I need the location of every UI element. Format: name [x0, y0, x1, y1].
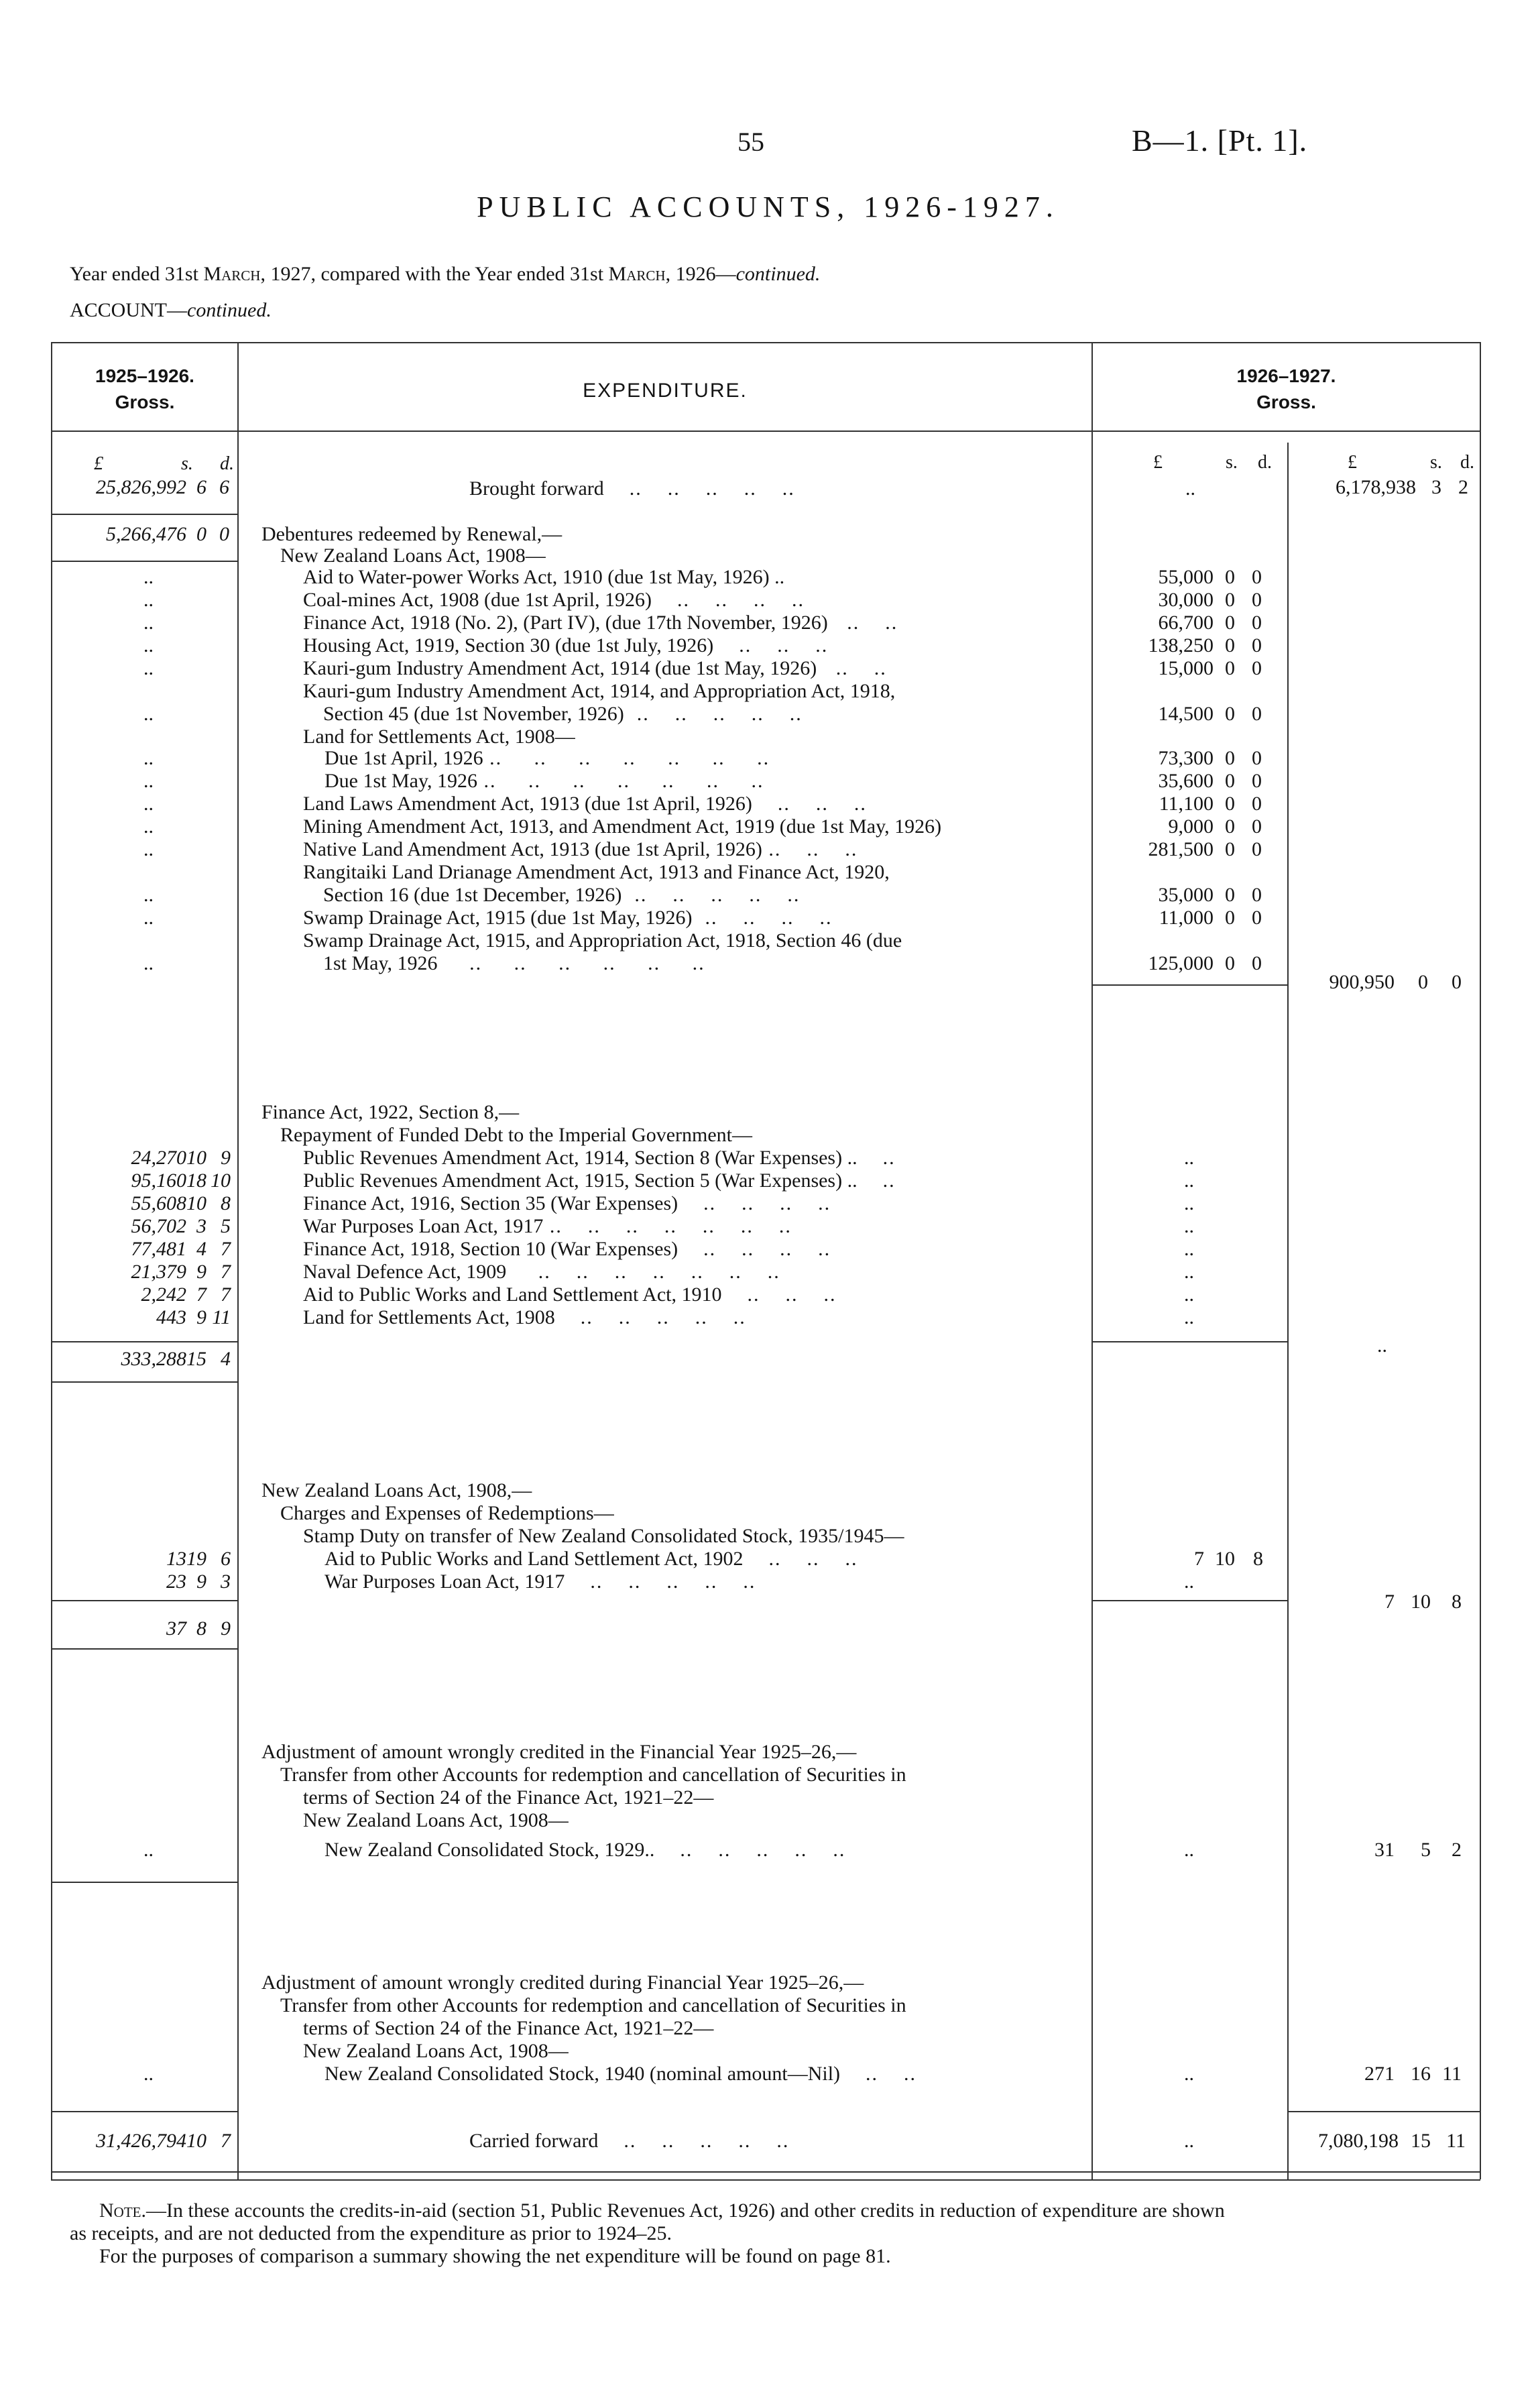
- section4-gross-d: 2: [1452, 1839, 1462, 1861]
- section3-prev-total-s: 8: [196, 1617, 206, 1640]
- list-item-prev: ..: [143, 952, 154, 974]
- list-item-pounds: 35,600: [1158, 770, 1214, 792]
- list-item-pounds: 30,000: [1158, 589, 1214, 611]
- list-item-cur-s: 10: [1215, 1548, 1235, 1570]
- list-item-text: War Purposes Loan Act, 1917 .. .. .. .. ..: [324, 1570, 756, 1593]
- brought-forward-prev-s: 6: [196, 476, 206, 498]
- column-divider-gross: [1287, 443, 1289, 2179]
- footnote-line-2: as receipts, and are not deducted from the expenditure as prior to 1924–25.: [70, 2222, 672, 2244]
- list-item-text: Native Land Amendment Act, 1913 (due 1st April, 1926) .. .. ..: [303, 838, 858, 860]
- section4-line3: terms of Section 24 of the Finance Act, 1921–22—: [303, 1786, 714, 1809]
- section2-prev-total-s: 15: [186, 1348, 206, 1370]
- list-item-s: 0: [1225, 703, 1235, 725]
- brought-forward-prev-pounds: 25,826,992: [96, 476, 186, 498]
- list-item-d: 0: [1252, 612, 1262, 634]
- detail-pence-label: d.: [1258, 452, 1272, 473]
- list-item-prev-s: 18: [186, 1169, 206, 1192]
- carried-forward-prev-s: 10: [186, 2130, 206, 2152]
- list-item-text: Finance Act, 1916, Section 35 (War Expenses) .. .. .. ..: [303, 1192, 831, 1214]
- section2-sub: Repayment of Funded Debt to the Imperial Government—: [280, 1124, 752, 1146]
- list-item-text: Housing Act, 1919, Section 30 (due 1st July, 1926) .. .. ..: [303, 634, 829, 656]
- table-top-rule: [51, 342, 1480, 343]
- list-item-pounds: 11,000: [1159, 907, 1214, 929]
- list-item-text: Land for Settlements Act, 1908 .. .. .. .. ..: [303, 1306, 746, 1328]
- carried-forward-prev-pounds: 31,426,794: [96, 2130, 186, 2152]
- list-item-prev-pounds: 2,242: [141, 1283, 186, 1306]
- detail-col-rule: [1093, 1341, 1287, 1342]
- brought-forward-gross-s: 3: [1431, 476, 1441, 498]
- section1-land-settlements: Land for Settlements Act, 1908—: [303, 726, 575, 748]
- list-item-d: 0: [1252, 838, 1262, 860]
- list-item-prev: ..: [143, 747, 154, 769]
- list-item-cur-pounds: 7: [1194, 1548, 1204, 1570]
- list-item-prev-d: 3: [221, 1570, 231, 1593]
- section1-gross-total: 900,950: [1329, 971, 1395, 993]
- list-item-cur: ..: [1184, 1306, 1194, 1328]
- list-item-prev-s: 7: [196, 1283, 206, 1306]
- page-title: PUBLIC ACCOUNTS, 1926-1927.: [477, 190, 1059, 223]
- list-item-prev-s: 3: [196, 1215, 206, 1237]
- header-prev-gross: Gross.: [115, 392, 175, 412]
- list-item-prev-d: 9: [221, 1147, 231, 1169]
- carried-forward-label: Carried forward .. .. .. .. ..: [469, 2130, 790, 2152]
- gross-pound-label: £: [1348, 452, 1357, 473]
- list-item-d: 0: [1252, 952, 1262, 974]
- prev-pence-label: d.: [220, 453, 234, 474]
- list-item-text: Land Laws Amendment Act, 1913 (due 1st April, 1926) .. .. ..: [303, 793, 867, 815]
- section4-line2: Transfer from other Accounts for redemption and cancellation of Securities in: [280, 1764, 906, 1786]
- prev-col-rule: [51, 1648, 237, 1650]
- list-item-prev-d: 5: [221, 1215, 231, 1237]
- list-item-pounds: 9,000: [1168, 815, 1214, 838]
- header-cur-gross: Gross.: [1256, 392, 1316, 412]
- section5-cur: ..: [1184, 2063, 1194, 2085]
- list-item-d: 0: [1252, 634, 1262, 656]
- list-item-text: Rangitaiki Land Drianage Amendment Act, 1913 and Finance Act, 1920,: [303, 861, 890, 883]
- list-item-text: Public Revenues Amendment Act, 1915, Section 5 (War Expenses) .. ..: [303, 1169, 896, 1192]
- footnote-line-3: For the purposes of comparison a summary showing the net expenditure will be found on page 81.: [99, 2245, 891, 2267]
- list-item-cur: ..: [1184, 1238, 1194, 1260]
- list-item-pounds: 14,500: [1158, 703, 1214, 725]
- list-item-prev: ..: [143, 838, 154, 860]
- section4-line5: New Zealand Consolidated Stock, 1929.. .. .. .. .. ..: [324, 1839, 846, 1861]
- document-reference: B—1. [Pt. 1].: [1132, 123, 1308, 158]
- table-right-border: [1480, 342, 1481, 2179]
- list-item-text: Public Revenues Amendment Act, 1914, Section 8 (War Expenses) .. ..: [303, 1147, 896, 1169]
- prev-shilling-label: s.: [181, 453, 193, 474]
- list-item-d: 0: [1252, 703, 1262, 725]
- list-item-prev-s: 9: [196, 1570, 206, 1593]
- section4-heading: Adjustment of amount wrongly credited in the Financial Year 1925–26,—: [261, 1741, 857, 1763]
- list-item-prev-d: 7: [221, 1238, 231, 1260]
- list-item-prev-pounds: 77,481: [131, 1238, 186, 1260]
- list-item-text: Naval Defence Act, 1909 .. .. .. .. .. .. ..: [303, 1261, 780, 1283]
- list-item-prev-pounds: 55,608: [131, 1192, 186, 1214]
- list-item-s: 0: [1225, 566, 1235, 588]
- section5-heading: Adjustment of amount wrongly credited during Financial Year 1925–26,—: [261, 1971, 864, 1994]
- column-divider-detail: [1091, 342, 1093, 2179]
- list-item-text: Kauri-gum Industry Amendment Act, 1914 (due 1st May, 1926) .. ..: [303, 657, 887, 679]
- section3-gross-total-d: 8: [1452, 1591, 1462, 1613]
- list-item-cur: ..: [1184, 1283, 1194, 1306]
- carried-forward-detail: ..: [1184, 2130, 1194, 2152]
- list-item-s: 0: [1225, 838, 1235, 860]
- list-item-pounds: 125,000: [1148, 952, 1214, 974]
- section4-gross-s: 5: [1421, 1839, 1431, 1861]
- prev-col-rule: [51, 561, 237, 562]
- prev-col-rule: [51, 514, 237, 515]
- detail-col-rule: [1093, 1600, 1287, 1601]
- detail-col-rule: [1093, 984, 1287, 986]
- footnote-line-1: Note.—In these accounts the credits-in-aid (section 51, Public Revenues Act, 1926) and other credits in reduction of expenditure are shown: [99, 2199, 1225, 2222]
- list-item-prev: ..: [143, 884, 154, 906]
- list-item-s: 0: [1225, 815, 1235, 838]
- list-item-pounds: 15,000: [1158, 657, 1214, 679]
- list-item-prev: ..: [143, 589, 154, 611]
- list-item-cur: ..: [1184, 1169, 1194, 1192]
- section1-prev-total-s: 0: [196, 523, 206, 545]
- list-item-prev: ..: [143, 907, 154, 929]
- list-item-text: Aid to Water-power Works Act, 1910 (due 1st May, 1926) ..: [303, 566, 785, 588]
- list-item-cur: ..: [1184, 1570, 1194, 1593]
- list-item-prev-d: 8: [221, 1192, 231, 1214]
- list-item-d: 0: [1252, 815, 1262, 838]
- list-item-prev-pounds: 21,379: [131, 1261, 186, 1283]
- detail-shilling-label: s.: [1226, 452, 1238, 473]
- carried-forward-prev-d: 7: [221, 2130, 231, 2152]
- list-item-prev: ..: [143, 815, 154, 838]
- carried-forward-gross-pounds: 7,080,198: [1318, 2130, 1399, 2152]
- section3-heading: New Zealand Loans Act, 1908,—: [261, 1479, 532, 1501]
- list-item-cur-d: 8: [1253, 1548, 1263, 1570]
- list-item-d: 0: [1252, 589, 1262, 611]
- list-item-prev-d: 7: [221, 1261, 231, 1283]
- list-item-text: Due 1st April, 1926 .. .. .. .. .. .. ..: [324, 747, 770, 769]
- list-item-prev-pounds: 24,270: [131, 1147, 186, 1169]
- section1-prev-total-d: 0: [219, 523, 229, 545]
- section1-sub: New Zealand Loans Act, 1908—: [280, 544, 546, 567]
- list-item-text: Section 45 (due 1st November, 1926) .. .. .. .. ..: [323, 703, 803, 725]
- list-item-s: 0: [1225, 747, 1235, 769]
- list-item-s: 0: [1225, 612, 1235, 634]
- list-item-prev: ..: [143, 566, 154, 588]
- section3-gross-total-s: 10: [1411, 1591, 1431, 1613]
- prev-col-rule: [51, 1600, 237, 1601]
- section2-prev-total-pounds: 333,288: [121, 1348, 186, 1370]
- list-item-prev-pounds: 23: [166, 1570, 186, 1593]
- list-item-prev: ..: [143, 634, 154, 656]
- gross-shilling-label: s.: [1430, 452, 1442, 473]
- list-item-s: 0: [1225, 657, 1235, 679]
- brought-forward-label: Brought forward .. .. .. .. ..: [469, 477, 795, 500]
- list-item-text: Section 16 (due 1st December, 1926) .. .. .. .. ..: [323, 884, 801, 906]
- list-item-text: Finance Act, 1918 (No. 2), (Part IV), (due 17th November, 1926) .. ..: [303, 612, 898, 634]
- list-item-prev: ..: [143, 793, 154, 815]
- list-item-d: 0: [1252, 657, 1262, 679]
- section5-line5: New Zealand Consolidated Stock, 1940 (nominal amount—Nil) .. ..: [324, 2063, 917, 2085]
- brought-forward-detail: ..: [1185, 477, 1195, 500]
- prev-col-rule: [51, 1341, 237, 1342]
- header-cur-years: 1926–1927.: [1236, 365, 1336, 386]
- list-item-d: 0: [1252, 884, 1262, 906]
- detail-pound-label: £: [1153, 452, 1163, 473]
- section4-cur: ..: [1184, 1839, 1194, 1861]
- section5-line2: Transfer from other Accounts for redemption and cancellation of Securities in: [280, 1994, 906, 2016]
- list-item-prev-d: 6: [221, 1548, 231, 1570]
- section3-sub: Charges and Expenses of Redemptions—: [280, 1502, 614, 1524]
- header-expenditure: EXPENDITURE.: [583, 380, 748, 402]
- section4-line4: New Zealand Loans Act, 1908—: [303, 1809, 569, 1831]
- section1-gross-total-d: 0: [1452, 971, 1462, 993]
- section2-gross-total: ..: [1377, 1334, 1387, 1357]
- section1-prev-total-pounds: 5,266,476: [106, 523, 186, 545]
- list-item-prev-d: 11: [212, 1306, 231, 1328]
- list-item-text: Coal-mines Act, 1908 (due 1st April, 1926) .. .. .. ..: [303, 589, 805, 611]
- list-item-s: 0: [1225, 793, 1235, 815]
- list-item-prev-pounds: 56,702: [131, 1215, 186, 1237]
- section5-gross-pounds: 271: [1364, 2063, 1395, 2085]
- section3-sub2: Stamp Duty on transfer of New Zealand Consolidated Stock, 1935/1945—: [303, 1525, 904, 1547]
- list-item-pounds: 35,000: [1158, 884, 1214, 906]
- carried-forward-gross-s: 15: [1411, 2130, 1431, 2152]
- list-item-prev-pounds: 443: [156, 1306, 186, 1328]
- section2-heading: Finance Act, 1922, Section 8,—: [261, 1101, 520, 1123]
- list-item-text: Aid to Public Works and Land Settlement Act, 1910 .. .. ..: [303, 1283, 837, 1306]
- list-item-pounds: 11,100: [1159, 793, 1214, 815]
- prev-col-rule: [51, 1882, 237, 1883]
- list-item-prev-pounds: 95,160: [131, 1169, 186, 1192]
- list-item-text: Finance Act, 1918, Section 10 (War Expenses) .. .. .. ..: [303, 1238, 831, 1260]
- list-item-d: 0: [1252, 770, 1262, 792]
- list-item-prev-d: 10: [211, 1169, 231, 1192]
- section5-gross-s: 16: [1411, 2063, 1431, 2085]
- list-item-d: 0: [1252, 747, 1262, 769]
- list-item-cur: ..: [1184, 1215, 1194, 1237]
- list-item-prev-s: 4: [196, 1238, 206, 1260]
- list-item-prev-s: 9: [196, 1306, 206, 1328]
- list-item-s: 0: [1225, 634, 1235, 656]
- header-prev-years: 1925–1926.: [95, 365, 194, 386]
- list-item-text: Kauri-gum Industry Amendment Act, 1914, and Appropriation Act, 1918,: [303, 680, 896, 702]
- list-item-prev-s: 9: [196, 1261, 206, 1283]
- section1-gross-total-s: 0: [1418, 971, 1428, 993]
- list-item-text: Mining Amendment Act, 1913, and Amendment Act, 1919 (due 1st May, 1926): [303, 815, 942, 838]
- section5-line4: New Zealand Loans Act, 1908—: [303, 2040, 569, 2062]
- brought-forward-gross-pounds: 6,178,938: [1336, 476, 1416, 498]
- prev-pound-label: £: [94, 453, 103, 474]
- list-item-text: Swamp Drainage Act, 1915 (due 1st May, 1926) .. .. .. ..: [303, 907, 833, 929]
- list-item-cur: ..: [1184, 1147, 1194, 1169]
- section4-gross-pounds: 31: [1374, 1839, 1395, 1861]
- column-divider-prev: [237, 342, 239, 2179]
- table-bottom-rule: [51, 2179, 1480, 2181]
- section5-prev: ..: [143, 2063, 154, 2085]
- section2-prev-total-d: 4: [221, 1348, 231, 1370]
- gross-pence-label: d.: [1460, 452, 1474, 473]
- section3-prev-total-d: 9: [221, 1617, 231, 1640]
- table-left-border: [51, 342, 52, 2179]
- gross-col-rule: [1287, 2111, 1480, 2112]
- list-item-d: 0: [1252, 793, 1262, 815]
- page-subtitle: Year ended 31st March, 1927, compared with the Year ended 31st March, 1926—continued.: [70, 263, 821, 285]
- list-item-cur: ..: [1184, 1261, 1194, 1283]
- list-item-prev-pounds: 13: [166, 1548, 186, 1570]
- list-item-s: 0: [1225, 907, 1235, 929]
- list-item-s: 0: [1225, 770, 1235, 792]
- section3-gross-total: 7: [1384, 1591, 1395, 1613]
- list-item-d: 0: [1252, 566, 1262, 588]
- list-item-text: Aid to Public Works and Land Settlement Act, 1902 .. .. ..: [324, 1548, 858, 1570]
- table-header-rule: [51, 431, 1480, 432]
- list-item-d: 0: [1252, 907, 1262, 929]
- section1-heading: Debentures redeemed by Renewal,—: [261, 523, 563, 545]
- list-item-prev-s: 19: [186, 1548, 206, 1570]
- list-item-pounds: 138,250: [1148, 634, 1214, 656]
- list-item-text: Swamp Drainage Act, 1915, and Appropriation Act, 1918, Section 46 (due: [303, 929, 902, 952]
- list-item-pounds: 281,500: [1148, 838, 1214, 860]
- list-item-s: 0: [1225, 589, 1235, 611]
- list-item-s: 0: [1225, 952, 1235, 974]
- list-item-pounds: 55,000: [1158, 566, 1214, 588]
- list-item-text: War Purposes Loan Act, 1917 .. .. .. .. .. .. ..: [303, 1215, 792, 1237]
- list-item-pounds: 66,700: [1158, 612, 1214, 634]
- brought-forward-gross-d: 2: [1458, 476, 1468, 498]
- list-item-prev: ..: [143, 703, 154, 725]
- list-item-text: 1st May, 1926 .. .. .. .. .. ..: [323, 952, 705, 974]
- list-item-prev-s: 10: [186, 1192, 206, 1214]
- list-item-pounds: 73,300: [1158, 747, 1214, 769]
- section3-prev-total-pounds: 37: [166, 1617, 186, 1640]
- prev-col-rule: [51, 2111, 237, 2112]
- list-item-s: 0: [1225, 884, 1235, 906]
- brought-forward-prev-d: 6: [219, 476, 229, 498]
- list-item-cur: ..: [1184, 1192, 1194, 1214]
- prev-col-rule: [51, 1381, 237, 1383]
- page-number: 55: [737, 127, 764, 157]
- section5-gross-d: 11: [1442, 2063, 1462, 2085]
- section5-line3: terms of Section 24 of the Finance Act, 1921–22—: [303, 2017, 714, 2039]
- carried-forward-gross-d: 11: [1446, 2130, 1466, 2152]
- account-label: ACCOUNT—continued.: [70, 299, 272, 321]
- section4-prev: ..: [143, 1839, 154, 1861]
- list-item-prev-s: 10: [186, 1147, 206, 1169]
- list-item-prev: ..: [143, 770, 154, 792]
- list-item-text: Due 1st May, 1926 .. .. .. .. .. .. ..: [324, 770, 764, 792]
- list-item-prev: ..: [143, 612, 154, 634]
- list-item-prev-d: 7: [221, 1283, 231, 1306]
- list-item-prev: ..: [143, 657, 154, 679]
- table-bottom-rule-inner: [51, 2171, 1480, 2173]
